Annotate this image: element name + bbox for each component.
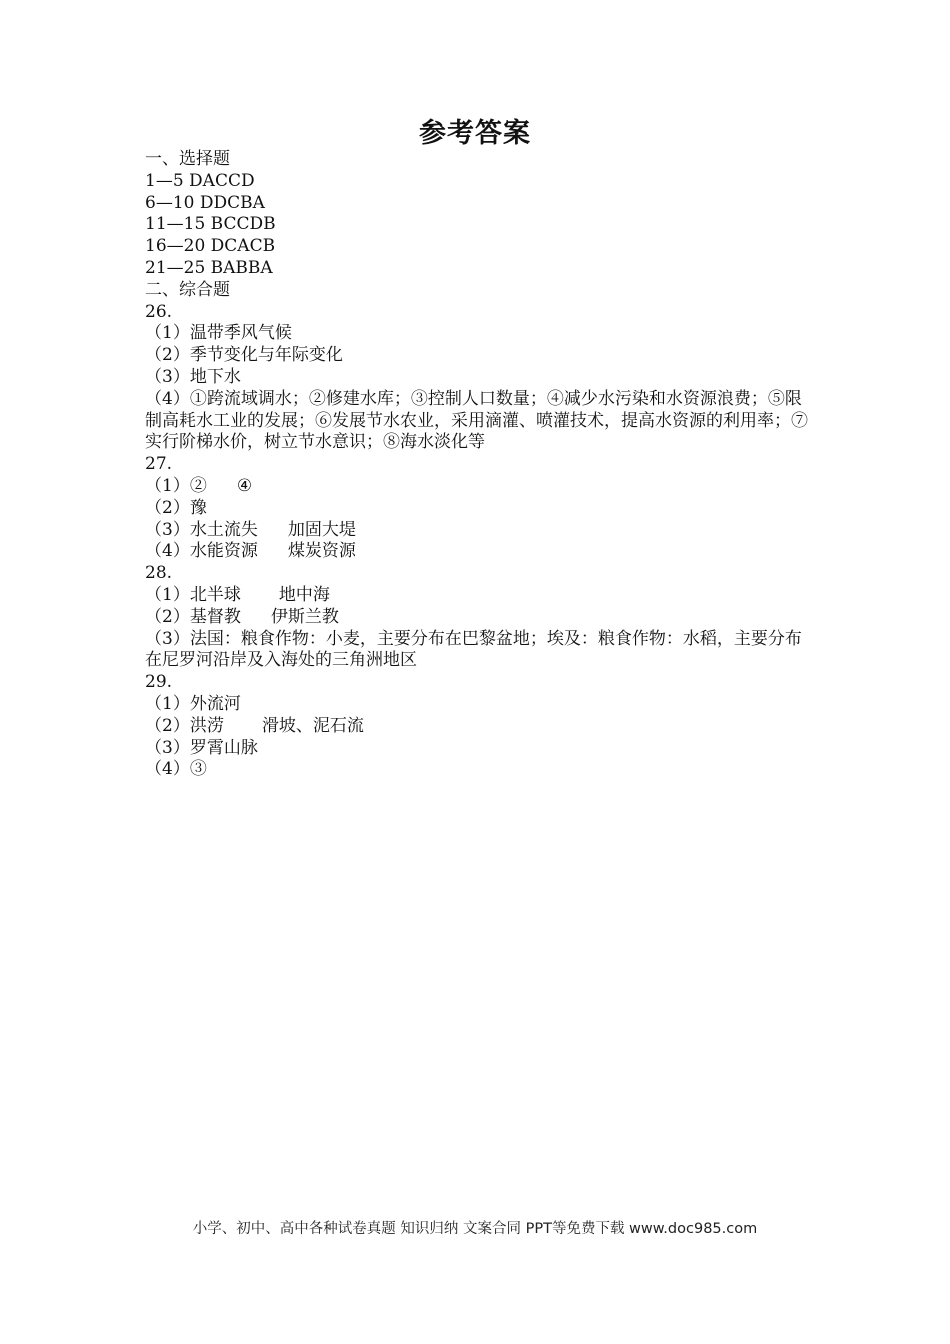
question-number: 26. [145,301,173,322]
answer-part: 伊斯兰教 [270,606,339,627]
page-title: 参考答案 [419,118,531,149]
answer-part: （3）水土流失 [145,519,258,540]
answer-line: （3）罗霄山脉 [145,737,258,758]
answer-part: （2）洪涝 [145,715,224,736]
answer-line [145,716,815,738]
answer-paragraph: （4）①跨流域调水；②修建水库；③控制人口数量；④减少水污染和水资源浪费；⑤限制高耗水工业的发展；⑥发展节水农业，采用滴灌、喷灌技术，提高水资源的利用率；⑦实行阶梯水价，树立节水意识；⑧海水淡化等 [145,388,808,453]
answer-paragraph: （3）法国：粮食作物：小麦，主要分布在巴黎盆地；埃及：粮食作物：水稻，主要分布在尼罗河沿岸及入海处的三角洲地区 [145,628,802,671]
answer-part: 地中海 [278,584,330,605]
answer-part: 煤炭资源 [287,541,356,562]
answer-part: （1）② [145,475,207,496]
choice-row: 21—25 BABBA [145,257,273,278]
question-number: 27. [145,454,173,475]
answer-part: （4）水能资源 [145,541,258,562]
answer-line: （1）温带季风气候 [145,323,292,344]
answer-line: （1）外流河 [145,693,241,714]
choice-heading: 一、选择题 [145,149,230,169]
answer-line: （4）③ [145,759,207,780]
answer-line: （2）豫 [145,497,207,518]
choice-row: 6—10 DDCBA [145,192,265,213]
answer-line [145,607,815,629]
footer-text: 小学、初中、高中各种试卷真题 知识归纳 文案合同 PPT等免费下载 www.doc985.com [192,1221,758,1237]
answer-part: （2）基督教 [145,606,241,627]
answer-part: 加固大堤 [287,519,356,540]
answer-line [145,585,815,607]
answer-part: ④ [236,475,253,496]
answer-line [145,541,815,563]
answer-line: （3）地下水 [145,366,241,387]
question-number: 29. [145,672,173,693]
choice-row: 11—15 BCCDB [145,214,276,235]
answer-line: （2）季节变化与年际变化 [145,345,343,366]
choice-row: 1—5 DACCD [145,170,255,191]
question-number: 28. [145,563,173,584]
synthesis-heading: 二、综合题 [145,279,230,300]
answer-line [145,520,815,542]
answer-content [145,149,815,781]
answer-part: 滑坡、泥石流 [261,715,364,736]
choice-row: 16—20 DCACB [145,236,276,257]
answer-part: （1）北半球 [145,584,241,605]
answer-line [145,476,815,498]
